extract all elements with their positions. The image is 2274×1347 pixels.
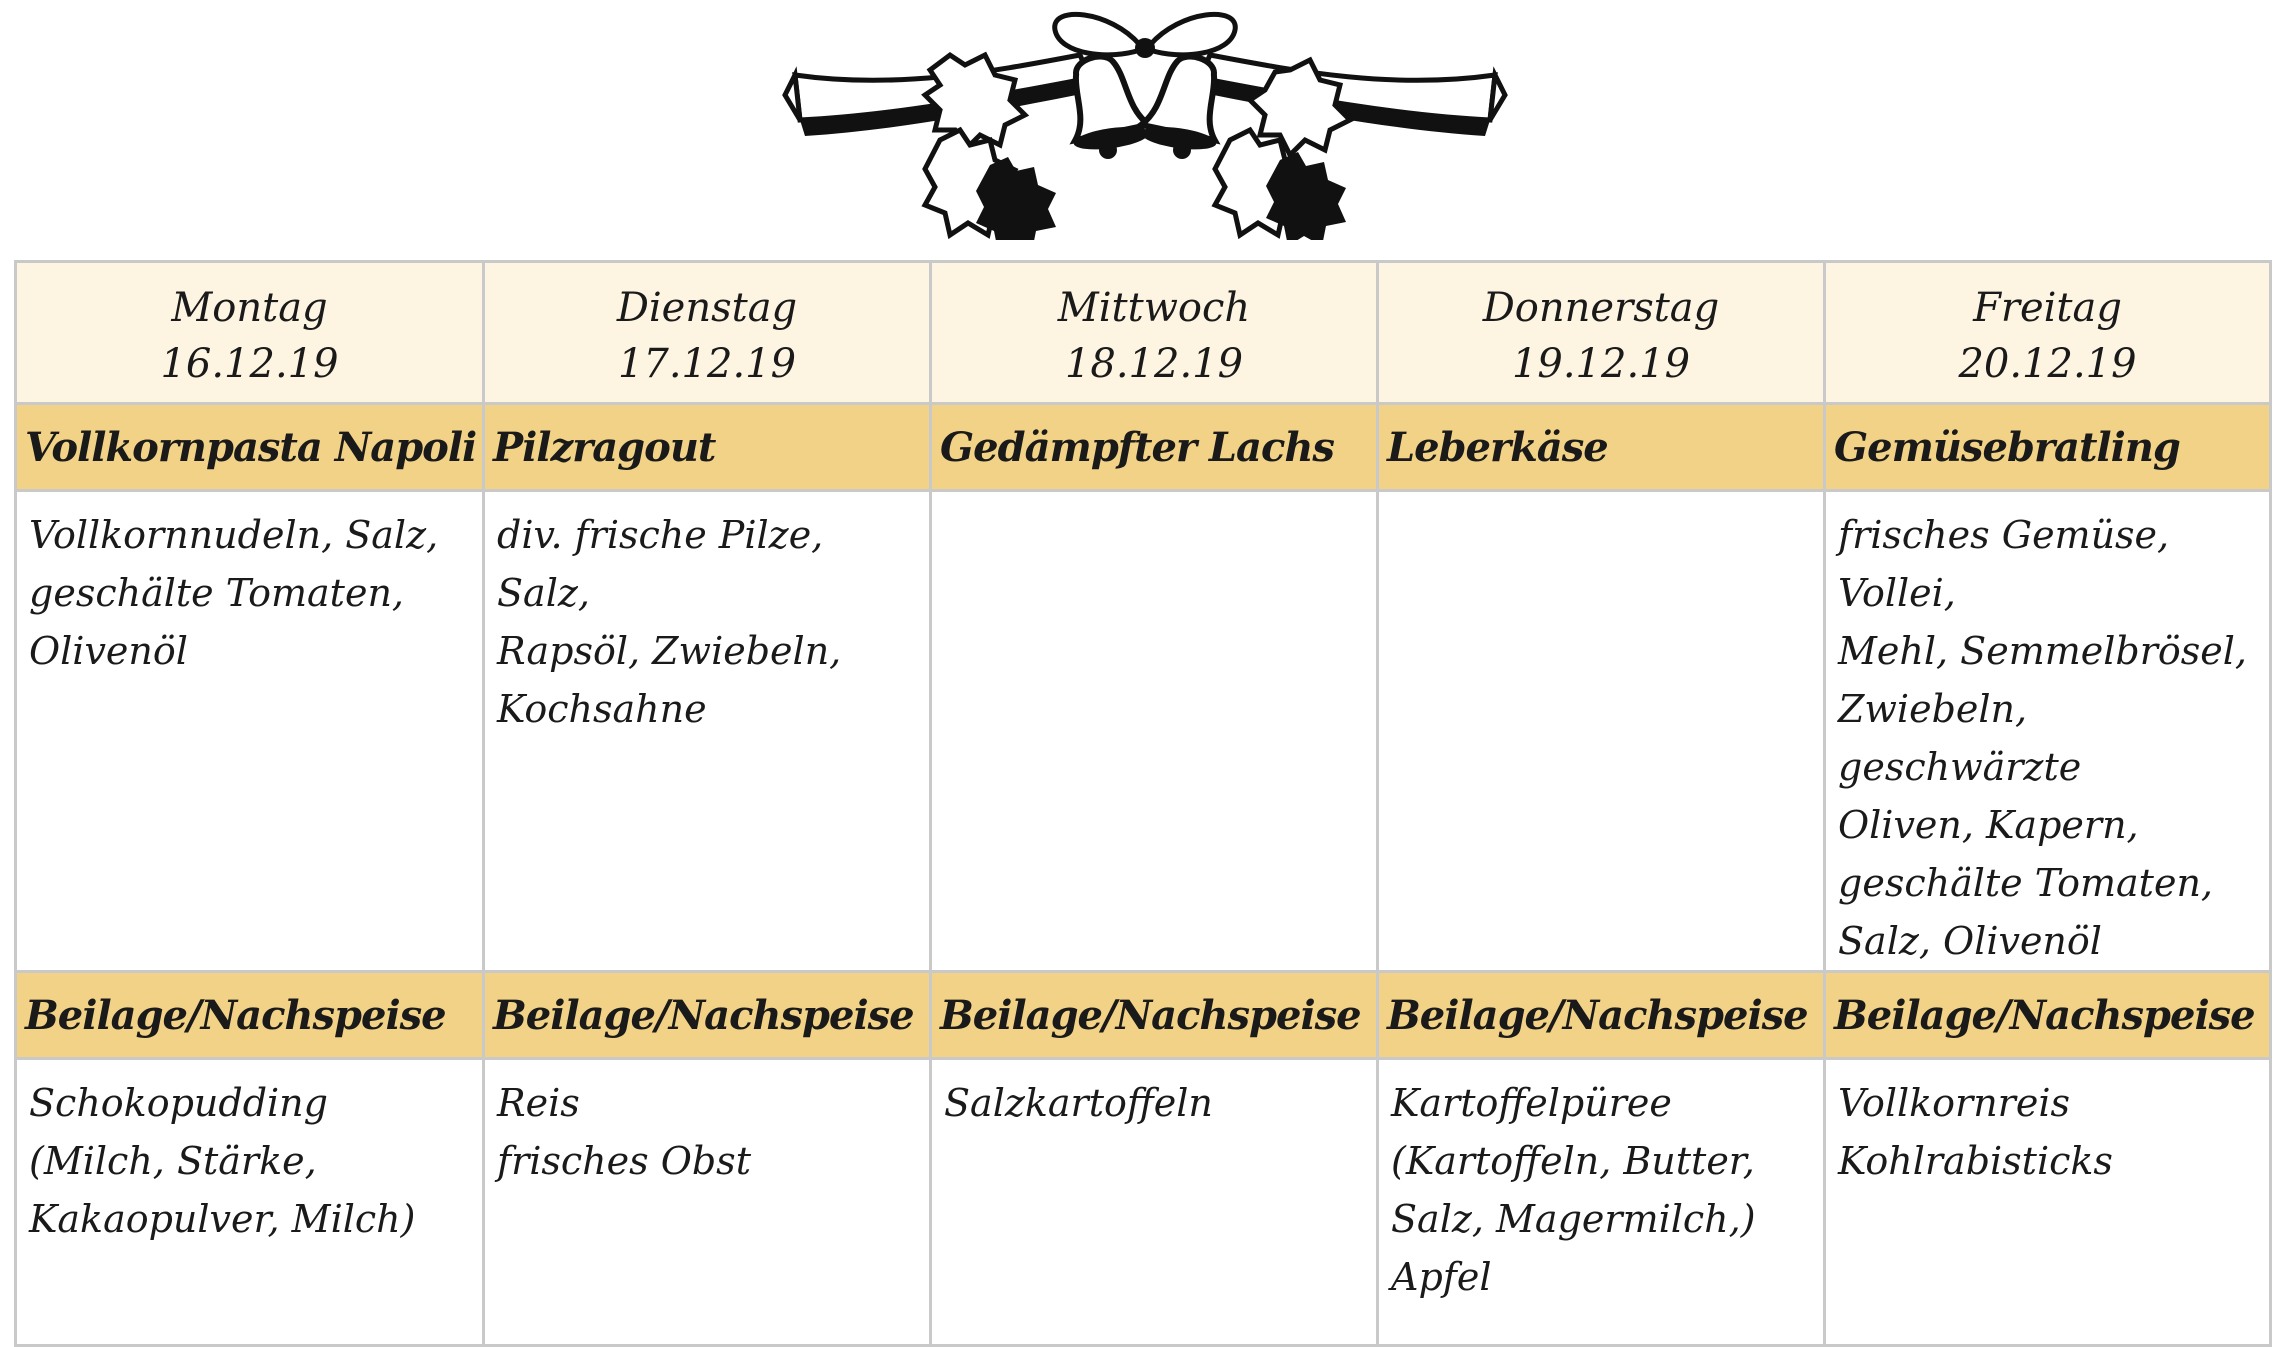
ingredient-line: Vollkornnudeln, Salz, [29,513,439,557]
day-header-monday [16,262,484,404]
side-heading-thursday: Beilage/Nachspeise [1378,972,1825,1059]
ingredients-friday [1825,491,2271,972]
side-line: (Milch, Stärke, [29,1139,317,1183]
day-date: 17.12.19 [617,340,797,387]
ingredient-line: Zwiebeln, geschwärzte [1838,687,2082,789]
day-header-row [16,262,2271,404]
side-line: Apfel [1391,1255,1492,1299]
side-line: frisches Obst [497,1139,751,1183]
day-date: 19.12.19 [1511,340,1691,387]
side-heading-wednesday: Beilage/Nachspeise [931,972,1378,1059]
side-line: Kohlrabisticks [1838,1139,2113,1183]
christmas-bells-icon [780,0,1510,240]
dish-name-thursday: Leberkäse [1378,404,1825,491]
ingredients-thursday [1378,491,1825,972]
ingredients-row [16,491,2271,972]
dish-name-monday: Vollkornpasta Napoli [16,404,484,491]
day-date: 16.12.19 [160,340,339,387]
side-heading-tuesday: Beilage/Nachspeise [484,972,931,1059]
side-line: Schokopudding [29,1081,328,1125]
side-line: Salz, Magermilch,) [1391,1197,1756,1241]
ingredient-line: Olivenöl [29,629,188,673]
side-line: Vollkornreis [1838,1081,2070,1125]
ingredient-line: div. frische Pilze, Salz, [497,513,824,615]
ingredient-line: frisches Gemüse, Vollei, [1838,513,2170,615]
sides-friday [1825,1059,2271,1346]
side-line: Reis [497,1081,580,1125]
sides-row [16,1059,2271,1346]
side-line: Salzkartoffeln [944,1081,1213,1125]
dish-row [16,404,2271,491]
day-header-friday [1825,262,2271,404]
ingredients-wednesday [931,491,1378,972]
dish-name-tuesday: Pilzragout [484,404,931,491]
ingredients-monday [16,491,484,972]
sides-thursday [1378,1059,1825,1346]
sides-wednesday [931,1059,1378,1346]
day-name: Mittwoch [1057,284,1251,331]
day-name: Montag [171,284,328,331]
ingredient-line: Oliven, Kapern, [1838,803,2139,847]
ingredient-line: Kochsahne [497,687,707,731]
ingredient-line: Mehl, Semmelbrösel, [1838,629,2248,673]
day-date: 20.12.19 [1958,340,2137,387]
side-line: Kartoffelpüree [1391,1081,1672,1125]
day-name: Dienstag [616,284,798,331]
ingredient-line: Salz, Olivenöl [1838,919,2102,963]
side-heading-row [16,972,2271,1059]
sides-tuesday [484,1059,931,1346]
ingredient-line: geschälte Tomaten, [29,571,404,615]
day-header-thursday [1378,262,1825,404]
dish-name-friday: Gemüsebratling [1825,404,2271,491]
day-name: Freitag [1973,284,2122,331]
day-name: Donnerstag [1482,284,1720,331]
side-heading-friday: Beilage/Nachspeise [1825,972,2271,1059]
day-date: 18.12.19 [1064,340,1244,387]
ingredient-line: geschälte Tomaten, [1838,861,2213,905]
day-header-wednesday [931,262,1378,404]
side-line: (Kartoffeln, Butter, [1391,1139,1755,1183]
dish-name-wednesday: Gedämpfter Lachs [931,404,1378,491]
ingredients-tuesday [484,491,931,972]
sides-monday [16,1059,484,1346]
side-heading-monday: Beilage/Nachspeise [16,972,484,1059]
day-header-tuesday [484,262,931,404]
weekly-menu-table [14,260,2272,1347]
ingredient-line: Rapsöl, Zwiebeln, [497,629,842,673]
side-line: Kakaopulver, Milch) [29,1197,416,1241]
